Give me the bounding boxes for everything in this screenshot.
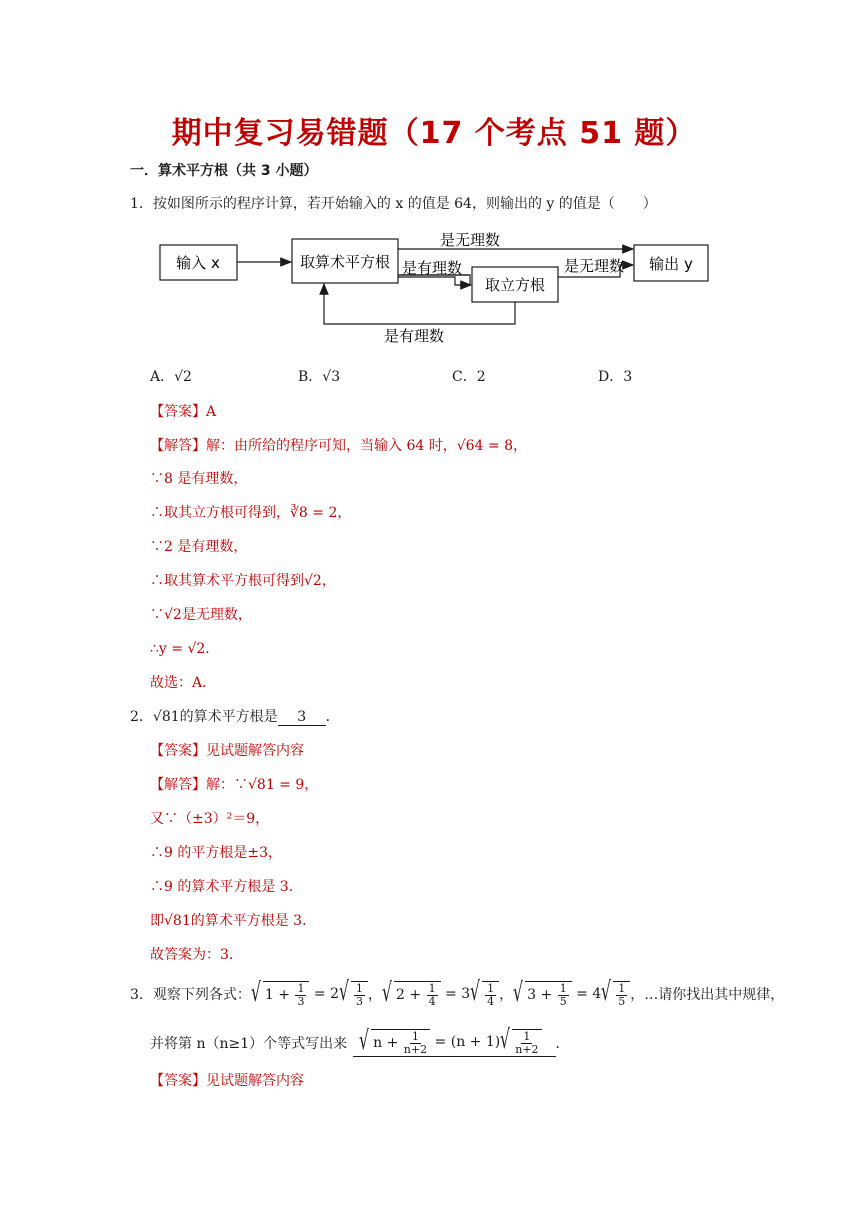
q2-solution-line: 【解答】解：∵√81 = 9， [150, 777, 319, 793]
q3-example-3: √ 3 + $\frac{1}{5}$ [513, 981, 572, 1008]
rational-label-bottom: 是有理数 [383, 327, 445, 345]
q1-solution-line: ∵8 是有理数， [150, 471, 248, 487]
q3-line2-pre: 并将第 n（n≥1）个等式写出来 [150, 1035, 348, 1052]
q2-solution-line: 故答案为：3． [150, 947, 243, 963]
section-heading: 一．算术平方根（共 3 小题） [130, 163, 318, 179]
q2-answer: 【答案】见试题解答内容 [150, 743, 304, 759]
question-3-line-2 [150, 1025, 570, 1057]
q2-stem-pre: 2．√81的算术平方根是 [130, 709, 278, 725]
flowchart [150, 225, 718, 350]
q3-example-1: √ 1 + $\frac{1}{3}$ [251, 981, 310, 1008]
question-3-stem: 3．观察下列各式： √ 1 + $\frac{1}{3}$ = 2 √ $\frac{1}{3}$ ， √ 2 + $\frac{1}{4}$ = 3 √ $\frac{1}{4}$ ， √ 3 + $\frac{1}{5}$ = 4 √ $\frac{1}{5}$ ，…请你找出其中规律， [130, 977, 785, 1008]
q1-solution-line: 故选：A． [150, 675, 217, 691]
q2-stem-post: ． [325, 709, 340, 725]
irrational-label-right: 是无理数 [563, 257, 625, 275]
option-d[interactable]: D．3 [598, 369, 633, 385]
q2-solution-line: ∴9 的平方根是±3， [150, 845, 282, 861]
q3-stem-pre: 3．观察下列各式： [130, 987, 251, 1003]
q2-answer-blank[interactable]: 3 [278, 709, 326, 726]
sqrt-box-label: 取算术平方根 [299, 253, 391, 271]
q2-solution-line: 即√81的算术平方根是 3． [150, 913, 317, 929]
q3-answer: 【答案】见试题解答内容 [150, 1073, 304, 1089]
q1-solution-line: ∴y = √2． [150, 641, 220, 657]
q1-solution-line: ∵√2是无理数， [150, 607, 252, 623]
page-title: 期中复习易错题（17 个考点 51 题） [171, 116, 697, 151]
q3-stem-post: ，…请你找出其中规律， [630, 987, 785, 1003]
q1-solution-line: 【解答】解：由所给的程序可知，当输入 64 时，√64 = 8， [150, 438, 527, 454]
q1-solution-line: ∴取其立方根可得到，∛8 = 2， [150, 505, 352, 521]
q1-solution-line: ∵2 是有理数， [150, 539, 248, 555]
irrational-label-top: 是无理数 [439, 231, 501, 249]
q1-solution-line: ∴取其算术平方根可得到√2， [150, 573, 336, 589]
input-label: 输入 x [176, 254, 220, 272]
option-a[interactable]: A．√2 [150, 369, 192, 385]
q3-answer-blank[interactable]: √ n + $\frac{1}{n+2}$ = (n + 1) √ $\frac{1}{n+2}$ [353, 1028, 555, 1057]
option-b[interactable]: B．√3 [298, 369, 341, 385]
question-2-stem [130, 706, 340, 726]
q1-answer: 【答案】A [150, 404, 217, 420]
output-label: 输出 y [649, 255, 693, 273]
question-1-stem: 1．按如图所示的程序计算，若开始输入的 x 的值是 64，则输出的 y 的值是（ ） [130, 196, 657, 212]
option-c[interactable]: C．2 [452, 369, 486, 385]
q2-solution-line: ∴9 的算术平方根是 3． [150, 879, 303, 895]
rational-label-mid: 是有理数 [401, 259, 463, 277]
q3-example-2: √ 2 + $\frac{1}{4}$ [382, 981, 441, 1008]
q3-line2-post: ． [555, 1035, 570, 1052]
q2-solution-line: 又∵（±3）²＝9， [150, 811, 270, 827]
cbrt-box-label: 取立方根 [484, 276, 546, 294]
